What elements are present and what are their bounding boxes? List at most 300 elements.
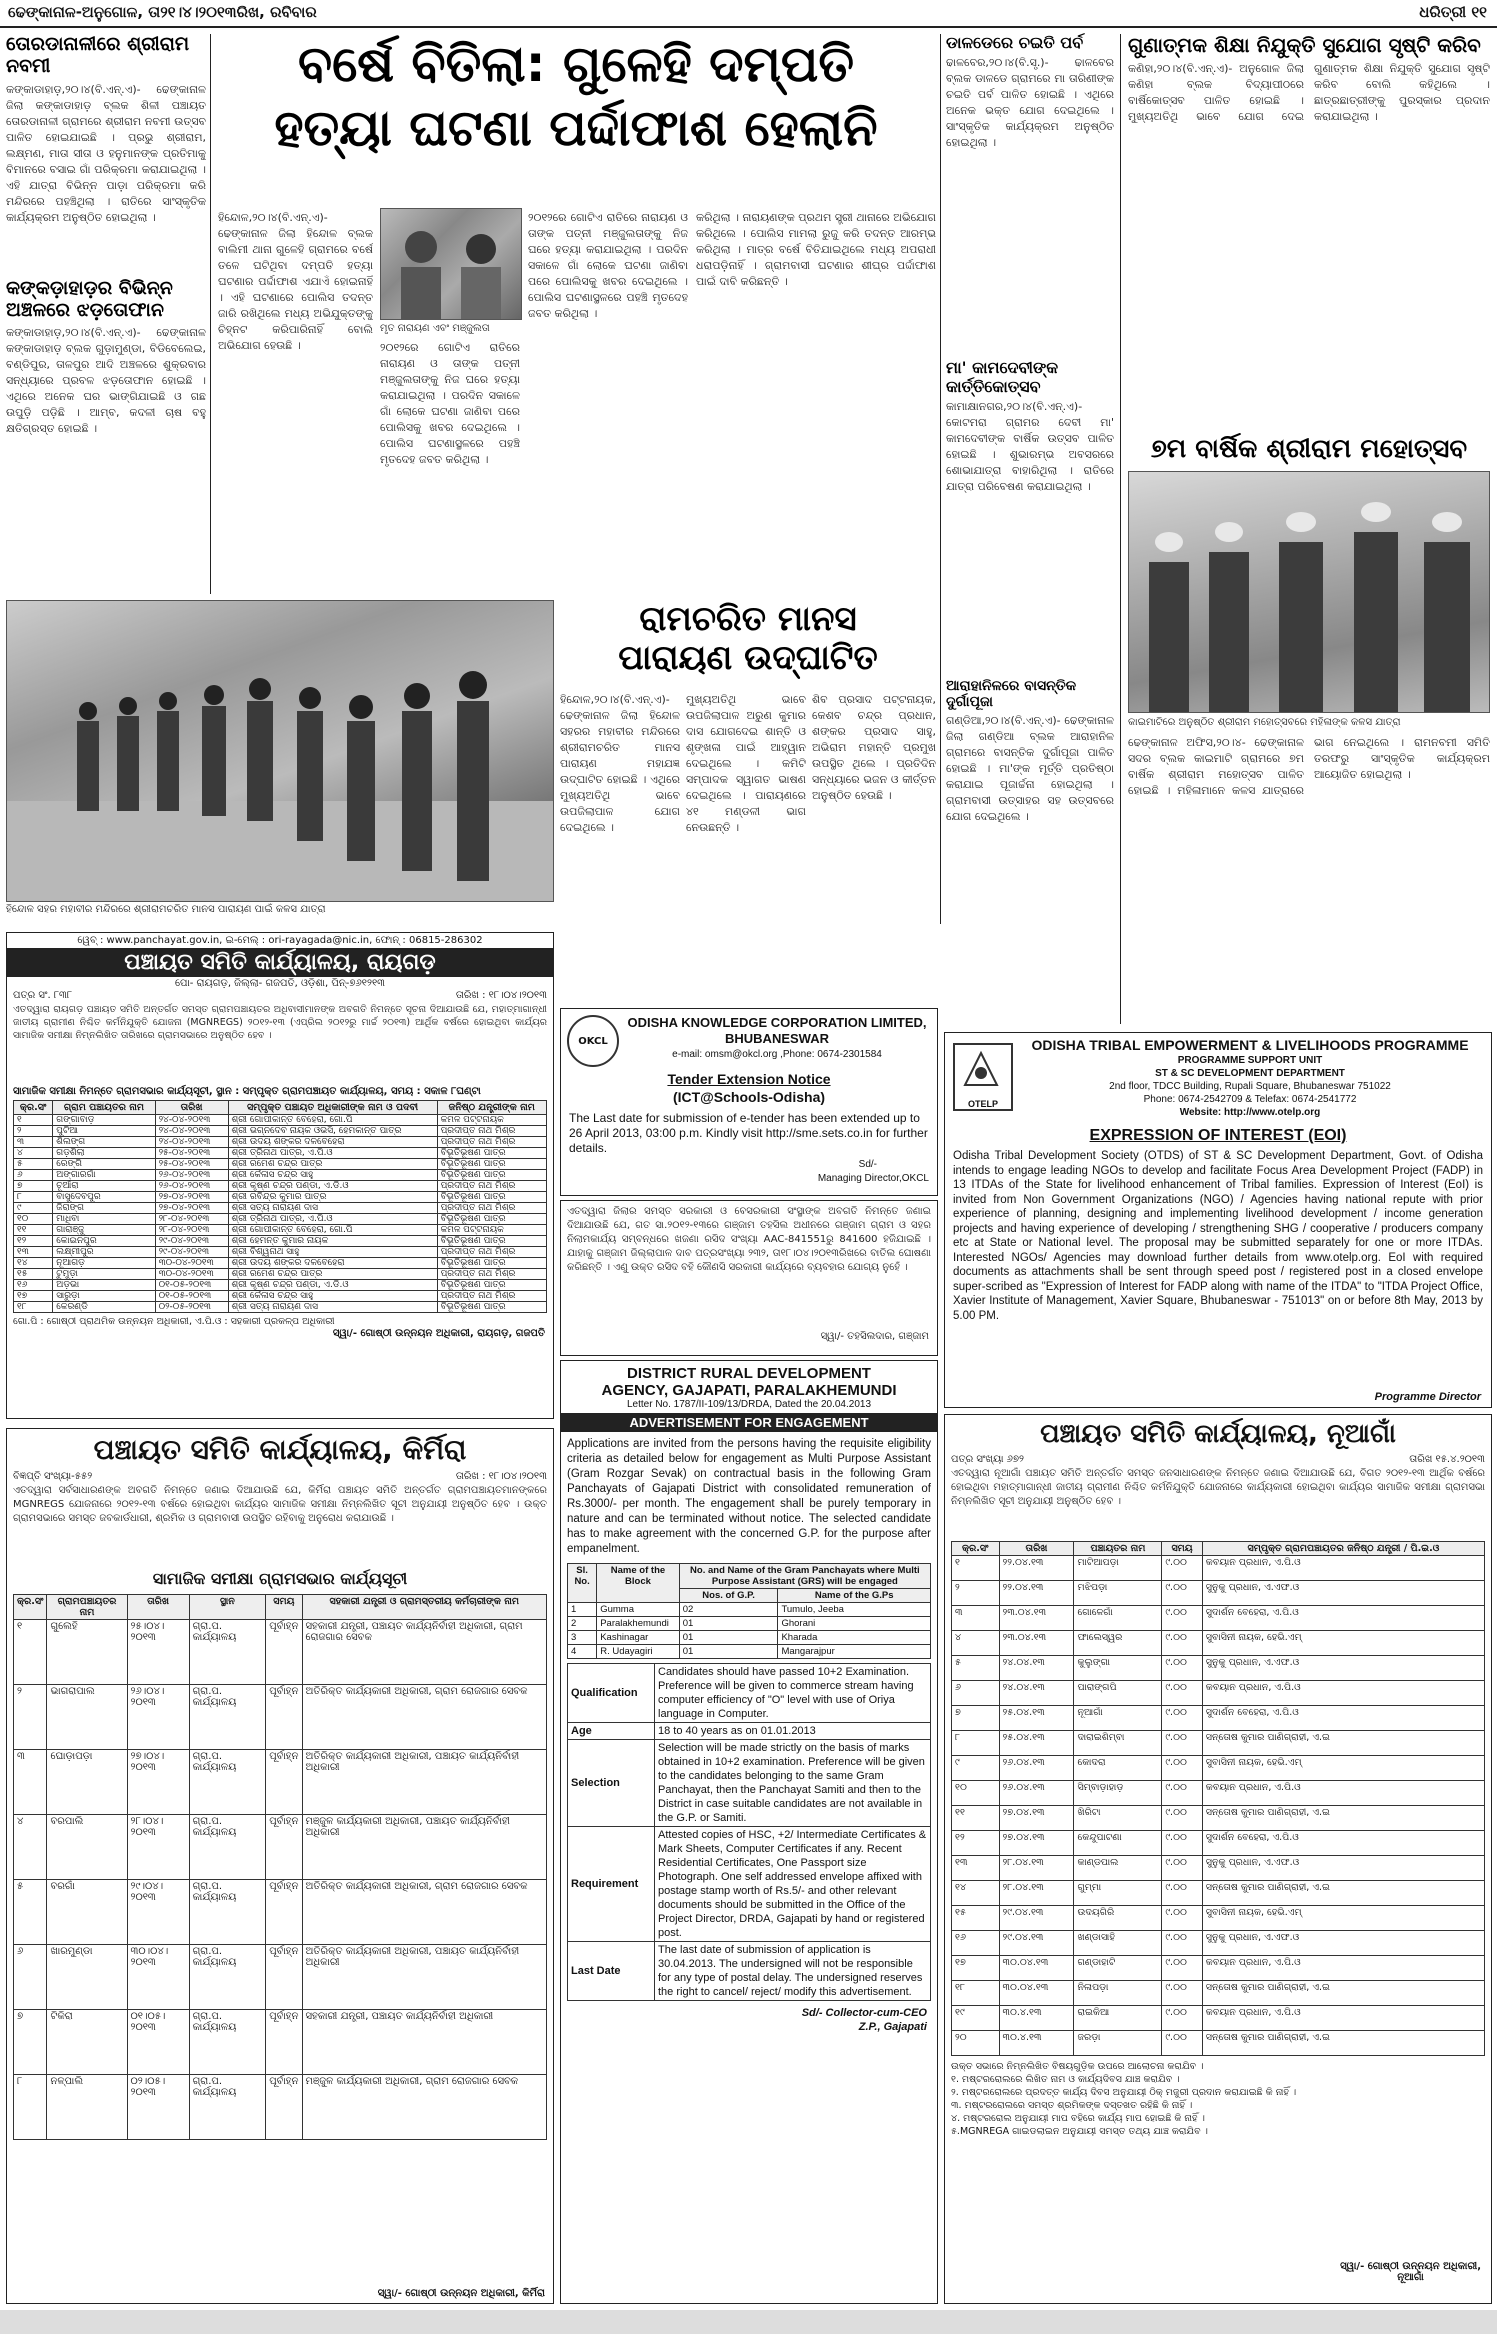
rayagada-cell: ୪ <box>14 1148 53 1159</box>
nuagaon-cell: ୯.୦୦ <box>1162 1906 1202 1931</box>
kerimira-cell: ୨ <box>14 1685 47 1750</box>
rayagada-cell: ଶ୍ରୀ ଉଦୟ ଶଙ୍କର ଦଳବେହେରା <box>228 1258 437 1269</box>
col1-story-1: କଙ୍କାଡାହାଡ଼,୨୦।୪(ବି.ଏନ୍.ଏ)- ଢେଙ୍କାନାଳ ଜିଲା କଙ୍କାଡାହାଡ଼ ବ୍ଲକ ଶିଳୀ ପଞ୍ଚାୟତ ତୋରଡାନାଳୀ ଗ୍ରାମରେ ଶ୍ରୀରାମ ନବମୀ ଉତ୍ସବ ପାଳିତ ହୋଇଯାଇଛି । ପ୍ରଭୁ ଶ୍ରୀରାମ, ଲକ୍ଷ୍ମଣ, ମାତା ସୀତା ଓ ହନୁମାନଙ୍କ ପ୍ରତିମାକୁ ବିମାନରେ ବସାଇ ଗାଁ ପରିକ୍ରମା କରାଯାଇଥିଲା । ଏହି ଯାତ୍ରା ବିଭିନ୍ନ ପାଡ଼ା ପରିକ୍ରମା କରି ମନ୍ଦିରରେ ପହଞ୍ଚିଥିଲା । ରାତିରେ ସାଂସ୍କୃତିକ କାର୍ଯ୍ୟକ୍ରମ ଅନୁଷ୍ଠିତ ହୋଇଥିଲା । <box>6 82 206 224</box>
nuagaon-note-item: ୨. ମଷ୍ଟରରୋଲରେ ପ୍ରଦତ୍ତ କାର୍ଯ୍ୟ ଦିବସ ଅନୁଯାୟୀ ଠିକ୍ ମଜୁରୀ ପ୍ରଦାନ କରାଯାଇଛି କି ନାହିଁ । <box>951 2087 1297 2098</box>
rayagada-cell: ଅଡ଼ଭା <box>53 1280 155 1291</box>
nuagaon-row <box>952 1806 1485 1831</box>
rayagada-row <box>14 1236 547 1247</box>
nuagaon-cell: ୪ <box>952 1631 1000 1656</box>
rayagada-cell: ଶ୍ରୀ ଉଦୟ ଶଙ୍କର ଦଳବେହେରା <box>228 1137 437 1148</box>
rayagada-cell: ବିଭୂତିଭୂଷଣ ପାତ୍ର <box>437 1159 546 1170</box>
rayagada-cell: କମଳ ପଟ୍ଟନାୟକ <box>437 1225 546 1236</box>
nuagaon-cell: ୨୫.୦୪.୧୩ <box>999 1731 1074 1756</box>
nuagaon-note-item: ୧. ମଷ୍ଟରରୋଲରେ ଲିଖିତ ନାମ ଓ କାର୍ଯ୍ୟଦିବସ ଯାଞ୍ଚ କରାଯିବ । <box>951 2074 1180 2085</box>
drda-criteria-row <box>568 1942 931 2001</box>
nuagaon-row <box>952 1981 1485 2006</box>
rayagada-row <box>14 1126 547 1137</box>
nuagaon-cell: ୯.୦୦ <box>1162 2006 1202 2031</box>
nuagaon-note-item: ଉକ୍ତ ସଭାରେ ନିମ୍ନଲିଖିତ ବିଷୟଗୁଡ଼ିକ ଉପରେ ଆଲୋଚନା କରାଯିବ । <box>951 2061 1204 2072</box>
nuagaon-cell: ସନ୍ତୋଷ କୁମାର ପାଣିଗ୍ରାହୀ, ଏ.ଇ <box>1202 1981 1484 2006</box>
nuagaon-cell: ୧୩ <box>952 1856 1000 1881</box>
nuagaon-cell: ୩୦.୪.୧୩ <box>999 2031 1074 2056</box>
ram-mahotsav-photo-icon <box>1129 472 1491 712</box>
kerimira-header-2: ତାରିଖ <box>127 1595 189 1620</box>
rayagada-row <box>14 1137 547 1148</box>
kerimira-row <box>14 2075 547 2140</box>
col1-headline-2: କଙ୍କଡ଼ାହାଡ଼ର ବିଭିନ୍ନ ଅଞ୍ଚଳରେ ଝଡ଼ତୋଫାନ <box>6 276 173 321</box>
ad-otelp-body: Odisha Tribal Development Society (OTDS) of ST & SC Development Department, Govt. of Odisha intends to engage leading NGOs to develop and facilitate Focus Area Development Project (FADP) in 13 ITDAs of the State for livelihood enhancement of Tribal families. Expression of Interest (EoI) is invited from Non Government Organizations (NGO) / Agencies having national repute with prior experience of planning, designing and implementing livelihood development / income generation projects and having experience of developing / strengthening SHG / cooperative / producers company etc at State or National level. The proposal may be submitted separately for one or more ITDAs. Interested NGOs/ Agencies may download further details from www.otelp.org. EoI with required documents as attachments shall be sent through speed post / registered post in a closed envelope super-scribed as "Expression of Interest for FADP along with name of the ITDA" to "ITDA Project Office, Xavier Institute of Management, Xavier Square, Bhubaneswar - 751013" on or before 8th May, 2013 by 5.00 PM. <box>953 1150 1483 1322</box>
rayagada-cell: ୨୬-୦୪-୨୦୧୩ <box>155 1181 228 1192</box>
ad-nuagaon-notes <box>945 2058 1491 2140</box>
couple-photo <box>380 208 522 320</box>
rayagada-cell: ବିଭୂତିଭୂଷଣ ପାତ୍ର <box>437 1192 546 1203</box>
nuagaon-cell: ସୁନୁକୁ ପ୍ରଧାନ, ଏ.ଏଫ.ଓ <box>1202 1856 1484 1881</box>
nuagaon-cell: ୨୯.୦୪.୧୩ <box>999 1931 1074 1956</box>
rayagada-row <box>14 1225 547 1236</box>
rayagada-cell: ୨୮-୦୪-୨୦୧୩ <box>155 1225 228 1236</box>
rayagada-cell: ୧୬ <box>14 1280 53 1291</box>
nuagaon-cell: ମଝିପଡ଼ା <box>1074 1581 1162 1606</box>
nuagaon-cell: ୯.୦୦ <box>1162 1806 1202 1831</box>
couple-photo-icon <box>381 209 521 319</box>
nuagaon-cell: ୨୪.୦୪.୧୩ <box>999 1656 1074 1681</box>
drda-gp-cell: 02 <box>679 1603 778 1617</box>
ad-ganjam-sign: ସ୍ୱା/- ତହସିଲଦାର, ଗଞ୍ଜାମ <box>820 1331 929 1342</box>
ad-okcl <box>560 1008 938 1196</box>
ad-kerimira-body: ଏତଦ୍ୱାରା ସର୍ବସାଧାରଣଙ୍କ ଅବଗତି ନିମନ୍ତେ ଜଣାଇ ଦିଆଯାଉଛି ଯେ, କିର୍ମିରା ପଞ୍ଚାୟତ ସମିତି ଅନ୍ତର୍ଗତ ଗ୍ରାମପଞ୍ଚାୟତମାନଙ୍କରେ MGNREGS ଯୋଜନାରେ ୨୦୧୨-୧୩ ବର୍ଷରେ ହୋଇଥିବା କାର୍ଯ୍ୟର ସାମାଜିକ ସମୀକ୍ଷା ନିମ୍ନଲିଖିତ ସୂଚୀ ଅନୁଯାୟୀ ଅନୁଷ୍ଠିତ ହେବ । ଉକ୍ତ ଗ୍ରାମସଭାରେ ସମସ୍ତ ଜବକାର୍ଡଧାରୀ, ଶ୍ରମିକ ଓ ଗ୍ରାମବାସୀ ଉପସ୍ଥିତ ରହିବାକୁ ଅନୁରୋଧ କରାଯାଉଛି । <box>13 1485 547 1524</box>
rayagada-cell: ୩ <box>14 1137 53 1148</box>
nuagaon-cell: ୨୬.୦୪.୧୩ <box>999 1781 1074 1806</box>
nuagaon-cell: କବୟାନ ପ୍ରଧାନ, ଏ.ପି.ଓ <box>1202 1956 1484 1981</box>
kerimira-cell: ଟିକିରା <box>47 2010 127 2075</box>
rayagada-cell: ଶ୍ରୀ ରମେଶ ଚନ୍ଦ୍ର ପାତ୍ର <box>228 1269 437 1280</box>
rayagada-row <box>14 1115 547 1126</box>
nuagaon-row <box>952 1606 1485 1631</box>
nuagaon-cell: ୨୯.୦୪.୧୩ <box>999 1906 1074 1931</box>
nuagaon-cell: ୩୦.୪.୧୩ <box>999 2006 1074 2031</box>
rayagada-cell: ବିଭୂତିଭୂଷଣ ପାତ୍ର <box>437 1258 546 1269</box>
ad-drda-banner: ADVERTISEMENT FOR ENGAGEMENT <box>561 1413 937 1432</box>
drda-criteria-text: The last date of submission of application is 30.04.2013. The undersigned will not be responsible for any type of postal delay. The undersigned reserves the right to cancel/ reject/ modify this advertisement. <box>655 1942 931 2001</box>
kerimira-cell: ଗ୍ରା.ପ. କାର୍ଯ୍ୟାଳୟ <box>189 1945 266 2010</box>
nuagaon-cell: ୧୬ <box>952 1931 1000 1956</box>
nuagaon-cell: ସୁଦାର୍ଶନ ବେହେରା, ଏ.ପି.ଓ <box>1202 1831 1484 1856</box>
nuagaon-cell: ୨ <box>952 1581 1000 1606</box>
nuagaon-row <box>952 2031 1485 2056</box>
rayagada-cell: ୭ <box>14 1181 53 1192</box>
rayagada-row <box>14 1302 547 1313</box>
rayagada-cell: ଟୁମୁଡ଼ା <box>53 1269 155 1280</box>
nuagaon-cell: ନିଳାପଡ଼ା <box>1074 1981 1162 2006</box>
drda-criteria-label: Age <box>568 1723 655 1740</box>
nuagaon-cell: ଗୋଳେଗାଁ <box>1074 1606 1162 1631</box>
col3-headline-2: ମା' କାମଦେବୀଙ୍କ କାର୍ତ୍ତିକୋତ୍ସବ <box>946 358 1059 396</box>
rayagada-row <box>14 1203 547 1214</box>
drda-criteria-label: Last Date <box>568 1942 655 2001</box>
col1-headline-1: ତୋରଡାନାଳୀରେ ଶ୍ରୀରାମ ନବମୀ <box>6 33 190 77</box>
ad-nuagaon-sign-1: ସ୍ୱା/- ଗୋଷ୍ଠୀ ଉନ୍ନୟନ ଅଧିକାରୀ, <box>1340 2261 1481 2272</box>
drda-gp-cell: 3 <box>568 1631 597 1645</box>
nuagaon-cell: ୯.୦୦ <box>1162 1881 1202 1906</box>
ramcharit-text-3: ଶିବ ପ୍ରସାଦ ପଟ୍ଟନାୟକ, କେଶବ ଚନ୍ଦ୍ର ପ୍ରଧାନ, ଶଙ୍କର ପ୍ରସାଦ ସାହୁ, ଅଭିରାମ ମହାନ୍ତି ପ୍ରମୁଖ ଉପସ୍ଥିତ ଥିଲେ । ପ୍ରତିଦିନ ସନ୍ଧ୍ୟାରେ ଭଜନ ଓ କୀର୍ତ୍ତନ ଅନୁଷ୍ଠିତ ହେଉଛି । <box>812 693 936 802</box>
nuagaon-row <box>952 1881 1485 1906</box>
rayagada-cell: କେରଣ୍ଡି <box>53 1302 155 1313</box>
nuagaon-cell: ୧୨ <box>952 1831 1000 1856</box>
rayagada-cell: ଶ୍ରୀ ବିଶ୍ୱନାଥ ସାହୁ <box>228 1247 437 1258</box>
nuagaon-row <box>952 1781 1485 1806</box>
kerimira-cell: ୨୫।୦୪।୨୦୧୩ <box>127 1620 189 1685</box>
ad-rayagada-letter-no: ପତ୍ର ସଂ. ୮୩୮ <box>13 990 73 1001</box>
rayagada-cell: ଅଙ୍ଗାରଗାଁ <box>53 1170 155 1181</box>
ad-rayagada-title: ପଞ୍ଚାୟତ ସମିତି କାର୍ଯ୍ୟାଳୟ, ରାୟଗଡ଼ <box>7 948 553 977</box>
rayagada-cell: ୨୪-୦୪-୨୦୧୩ <box>155 1137 228 1148</box>
ad-ganjam-body: ଏତଦ୍ୱାରା ଜିଲାର ସମସ୍ତ ସରକାରୀ ଓ ବେସରକାରୀ ସଂସ୍ଥାଙ୍କ ଅବଗତି ନିମନ୍ତେ ଜଣାଇ ଦିଆଯାଉଛି ଯେ, ଗତ ସା.୨୦୧୨-୧୩ରେ ଗଞ୍ଜାମ ତହସିଲ ଅଧୀନରେ ଗଞ୍ଜାମ ଗ୍ରାମ ଓ ସହର ନିଲାମକାର୍ଯ୍ୟ ସମ୍ବନ୍ଧରେ ଖଜଣା ରସିଦ ସଂଖ୍ୟା AAC-841551ରୁ 841600 ହଜିଯାଇଛି । ଯାହାକୁ ଗଞ୍ଜାମ ଜିଲ୍ଲାପାଳ ଦାବ ପତ୍ରସଂଖ୍ୟା ୨୩୨, ତା୧୮।୦୪।୨୦୧୩ରିଖରେ ବାତିଲ ଘୋଷଣା କରିଛନ୍ତି । ଏଣୁ ଉକ୍ତ ରସିଦ ବହି କୌଣସି ସରକାରୀ କାର୍ଯ୍ୟରେ ବ୍ୟବହାର ଯୋଗ୍ୟ ନୁହେଁ । <box>567 1206 931 1273</box>
rayagada-cell: ୨୫-୦୪-୨୦୧୩ <box>155 1159 228 1170</box>
col3-headline-1: ଡାଳଡେରେ ଚଇତି ପର୍ବ <box>946 33 1084 52</box>
ad-drda-body: Applications are invited from the persons having the requisite eligibility criteria as detailed below for engagement as Multi Purpose Assistant (Gram Rozgar Sevak) on contractual basis in the following Gram Panchayats of Gajapati District with consolidated remuneration of Rs.3000/- per month. The engagement shall be purely temporary in nature and can be terminated without notice. The selected candidate has to make agreement with the concerned G.P. for the purpose after empanelment. <box>567 1438 931 1555</box>
ad-drda-criteria-table <box>567 1663 931 2001</box>
nuagaon-cell: କୁଲୁଙ୍ଗା <box>1074 1656 1162 1681</box>
kerimira-cell: ବରଗାଁ <box>47 1880 127 1945</box>
rayagada-cell: ୧୧ <box>14 1225 53 1236</box>
nuagaon-cell: ୯.୦୦ <box>1162 1656 1202 1681</box>
nuagaon-cell: ୬ <box>952 1681 1000 1706</box>
ad-rayagada-date: ତାରିଖ : ୧୮।୦୪।୨୦୧୩ <box>455 990 547 1001</box>
nuagaon-cell: ୯.୦୦ <box>1162 1956 1202 1981</box>
rayagada-cell: କୋଇନପୁର <box>53 1236 155 1247</box>
drda-gp-row <box>568 1617 931 1631</box>
nuagaon-cell: ୧୭ <box>952 1956 1000 1981</box>
rayagada-cell: ଶ୍ରୀ ହେମନ୍ତ କୁମାର ନାୟକ <box>228 1236 437 1247</box>
nuagaon-cell: ସୁବାସିନୀ ନାୟକ, ହେଭି.ଏମ୍ <box>1202 1906 1484 1931</box>
ad-kerimira-title: ପଞ୍ଚାୟତ ସମିତି କାର୍ଯ୍ୟାଳୟ, କିର୍ମିରା <box>93 1433 467 1466</box>
drda-criteria-label: Selection <box>568 1740 655 1827</box>
nuagaon-cell: କବୟାନ ପ୍ରଧାନ, ଏ.ପି.ଓ <box>1202 1556 1484 1581</box>
nuagaon-cell: ସୁନୁକୁ ପ୍ରଧାନ, ଏ.ଏଫ.ଓ <box>1202 1656 1484 1681</box>
nuagaon-cell: ସୁନୁକୁ ପ୍ରଧାନ, ଏ.ଏଫ.ଓ <box>1202 1581 1484 1606</box>
col4-headline-1: ଗୁଣାତ୍ମକ ଶିକ୍ଷା ନିଯୁକ୍ତି ସୁଯୋଗ ସୃଷ୍ଟି କରିବ <box>1128 33 1481 57</box>
ad-rayagada-table <box>13 1100 547 1313</box>
rayagada-cell: ରେଙ୍ଗି <box>53 1159 155 1170</box>
main-story-part-3: ୨୦୧୨ରେ ଗୋଟିଏ ରାତିରେ ନାରାୟଣ ଓ ତାଙ୍କ ପତ୍ନୀ ମଞ୍ଜୁଲତାଙ୍କୁ ନିଜ ଘରେ ହତ୍ୟା କରାଯାଇଥିଲା । ପରଦିନ ସକାଳେ ଗାଁ ଲୋକେ ଘଟଣା ଜାଣିବା ପରେ ପୋଲିସକୁ ଖବର ଦେଇଥିଲେ । ପୋଲିସ ଘଟଣାସ୍ଥଳରେ ପହଞ୍ଚି ମୃତଦେହ ଜବତ କରିଥିଲା । <box>528 211 688 320</box>
nuagaon-cell: ୮ <box>952 1731 1000 1756</box>
main-headline-block <box>216 36 936 196</box>
nuagaon-cell: ଫାଲେସ୍ୱର <box>1074 1631 1162 1656</box>
rayagada-row <box>14 1159 547 1170</box>
kerimira-row <box>14 1945 547 2010</box>
nuagaon-row <box>952 1681 1485 1706</box>
ad-otelp-title: ODISHA TRIBAL EMPOWERMENT & LIVELIHOODS PROGRAMME <box>1031 1037 1469 1053</box>
col3-story-3: ଗଣ୍ଡିଆ,୨୦।୪(ବି.ଏନ୍.ଏ)- ଢେଙ୍କାନାଳ ଜିଲା ଗଣ୍ଡିଆ ବ୍ଲକ ଆରାହାନିଳ ଗ୍ରାମରେ ବାସନ୍ତିକ ଦୁର୍ଗାପୂଜା ପାଳିତ ହୋଇଛି । ମା'ଙ୍କ ମୂର୍ତ୍ତି ପ୍ରତିଷ୍ଠା କରାଯାଇ ପୂଜାର୍ଚ୍ଚନା ହୋଇଥିଲା । ଗ୍ରାମବାସୀ ଉତ୍ସାହର ସହ ଉତ୍ସବରେ ଯୋଗ ଦେଇଥିଲେ । <box>946 714 1114 824</box>
nuagaon-header-4: ସମ୍ପୃକ୍ତ ଗ୍ରାମପଞ୍ଚାୟତର ଜନିଷ୍ଠ ଯନ୍ତ୍ରୀ / ପି.ଇ.ଓ <box>1202 1542 1484 1556</box>
nuagaon-cell: ସିମ୍ବାଡ଼ାହାଡ଼ <box>1074 1781 1162 1806</box>
rayagada-cell: ଶ୍ରୀ କୈଳାସ ଚନ୍ଦ୍ର ସାହୁ <box>228 1170 437 1181</box>
nuagaon-cell: କବୟାନ ପ୍ରଧାନ, ଏ.ପି.ଓ <box>1202 1681 1484 1706</box>
ad-nuagaon-letter-no: ପତ୍ର ସଂଖ୍ୟା ୬୭୨ <box>951 1454 1025 1465</box>
drda-criteria-label: Requirement <box>568 1827 655 1942</box>
nuagaon-row <box>952 1631 1485 1656</box>
ad-nuagaon-sign-2: ନୂଆଗାଁ <box>1397 2272 1424 2283</box>
rayagada-cell: ୨୪-୦୪-୨୦୧୩ <box>155 1115 228 1126</box>
rayagada-cell: ଶ୍ରୀ ତ୍ରିନାଥ ପାତ୍ର, ଏ.ପି.ଓ <box>228 1214 437 1225</box>
drda-criteria-text: Candidates should have passed 10+2 Examination. Preference will be given to commerce stream having computer efficiency of "O" level with use of Oriya language in Computer. <box>655 1664 931 1723</box>
kerimira-header-4: ସମୟ <box>266 1595 302 1620</box>
header-page-number: ଧରିତ୍ରୀ ୧୧ <box>1419 3 1487 21</box>
col3-story-2: କାମାକ୍ଷାନଗର,୨୦।୪(ବି.ଏନ୍.ଏ)- କୋଟମରା ଗ୍ରାମର ଦେବୀ ମା' କାମଦେବୀଙ୍କ ବାର୍ଷିକ ଉତ୍ସବ ପାଳିତ ହୋଇଛି । ଶୁଭାରମ୍ଭ ଅବସରରେ ଶୋଭାଯାତ୍ରା ବାହାରିଥିଲା । ରାତିରେ ଯାତ୍ରା ପରିବେଷଣ କରାଯାଇଥିଲା । <box>946 400 1114 494</box>
nuagaon-cell: କୋଦରା <box>1074 1756 1162 1781</box>
ad-drda-title-1: DISTRICT RURAL DEVELOPMENT <box>627 1365 871 1382</box>
drda-gp-cell: 01 <box>679 1645 778 1659</box>
nuagaon-cell: ୩୦.୦୪.୧୩ <box>999 1981 1074 2006</box>
drda-gp-row <box>568 1631 931 1645</box>
rayagada-cell: ଶିଲଙ୍ଗ <box>53 1137 155 1148</box>
nuagaon-cell: ଉଦୟଗିରି <box>1074 1906 1162 1931</box>
nuagaon-cell: ୧ <box>952 1556 1000 1581</box>
rayagada-cell: ୧୪ <box>14 1258 53 1269</box>
nuagaon-cell: ୨୦ <box>952 2031 1000 2056</box>
rayagada-cell: ୦୨-୦୫-୨୦୧୩ <box>155 1302 228 1313</box>
rayagada-row <box>14 1148 547 1159</box>
nuagaon-cell: ୨୮.୦୪.୧୩ <box>999 1881 1074 1906</box>
kerimira-row <box>14 1620 547 1685</box>
ad-otelp-website: Website: http://www.otelp.org <box>1179 1107 1321 1118</box>
procession-photo-caption: ହିନ୍ଦୋଳ ସହର ମହାବୀର ମନ୍ଦିରରେ ଶ୍ରୀରାମଚରିତ ମାନସ ପାରାୟଣ ପାଇଁ କଳସ ଯାତ୍ରା <box>6 904 326 915</box>
rayagada-cell: ୦୧-୦୫-୨୦୧୩ <box>155 1280 228 1291</box>
rayagada-cell: ୨୫-୦୪-୨୦୧୩ <box>155 1148 228 1159</box>
okcl-logo: OKCL <box>567 1015 619 1067</box>
kerimira-cell: ସହକାରୀ ଯନ୍ତ୍ରୀ, ପଞ୍ଚାୟତ କାର୍ଯ୍ୟନିର୍ବାହୀ ଅଧିକାରୀ <box>302 2010 547 2075</box>
rayagada-row <box>14 1170 547 1181</box>
column-1 <box>6 34 206 594</box>
rayagada-cell: କମଳ ପଟ୍ଟନାୟକ <box>437 1115 546 1126</box>
nuagaon-cell: ୯.୦୦ <box>1162 1831 1202 1856</box>
nuagaon-cell: ସୁବାସିନୀ ନାୟକ, ହେଭି.ଏମ୍ <box>1202 1631 1484 1656</box>
nuagaon-cell: କବୟାନ ପ୍ରଧାନ, ଏ.ପି.ଓ <box>1202 2006 1484 2031</box>
drda-criteria-row <box>568 1740 931 1827</box>
nuagaon-cell: କେନ୍ଦୁପାଟଣା <box>1074 1831 1162 1856</box>
kerimira-cell: ୮ <box>14 2075 47 2140</box>
drda-gp-cell: 2 <box>568 1617 597 1631</box>
nuagaon-cell: ସୁବାସିନୀ ନାୟକ, ହେଭି.ଏମ୍ <box>1202 1756 1484 1781</box>
kerimira-header-1: ଗ୍ରାମପଞ୍ଚାୟତର ନାମ <box>47 1595 127 1620</box>
nuagaon-cell: ଜରଡ଼ା <box>1074 2031 1162 2056</box>
kerimira-cell: ଗ୍ରା.ପ. କାର୍ଯ୍ୟାଳୟ <box>189 1685 266 1750</box>
kerimira-cell: ୨୯।୦୪।୨୦୧୩ <box>127 1880 189 1945</box>
ad-kerimira-table <box>13 1594 547 2140</box>
nuagaon-cell: ୧୧ <box>952 1806 1000 1831</box>
header-dateline: ଢେଙ୍କାନାଳ-ଅନୁଗୋଳ, ତା୨୧।୪।୨୦୧୩ରିଖ, ରବିବାର <box>8 3 317 21</box>
rayagada-cell: ପୁଟିଆ <box>53 1126 155 1137</box>
nuagaon-header-0: କ୍ର.ସଂ <box>952 1542 1000 1556</box>
drda-gp-row <box>568 1603 931 1617</box>
rayagada-cell: ଜିରାଙ୍ଗ <box>53 1203 155 1214</box>
rayagada-cell: ୨ <box>14 1126 53 1137</box>
kerimira-cell: ମଞ୍ଜୁଳ କାର୍ଯ୍ୟକାରୀ ଅଧିକାରୀ, ଗ୍ରାମ ରୋଜଗାର ସେବକ <box>302 2075 547 2140</box>
otelp-logo-icon <box>961 1049 1001 1089</box>
ad-kerimira-table-title: ସାମାଜିକ ସମୀକ୍ଷା ଗ୍ରାମସଭାର କାର୍ଯ୍ୟସୂଚୀ <box>152 1569 408 1588</box>
drda-criteria-label: Qualification <box>568 1664 655 1723</box>
kerimira-cell: ୬ <box>14 1945 47 2010</box>
rayagada-cell: ୧୫ <box>14 1269 53 1280</box>
ad-nuagaon-date: ତାରିଖ ୧୫.୪.୨୦୧୩ <box>1409 1454 1485 1465</box>
page-footer-strip <box>0 2310 1497 2334</box>
ad-drda-sign-2: Z.P., Gajapati <box>858 2021 927 2033</box>
nuagaon-cell: ୨୬.୦୪.୧୩ <box>999 1756 1074 1781</box>
procession-photo <box>6 600 554 902</box>
rayagada-cell: ଶ୍ରୀ ତ୍ରିନାଥ ପାତ୍ର, ଏ.ପି.ଓ <box>228 1148 437 1159</box>
nuagaon-cell: କବୟାନ ପ୍ରଧାନ, ଏ.ପି.ଓ <box>1202 1781 1484 1806</box>
nuagaon-cell: ୯.୦୦ <box>1162 1981 1202 2006</box>
nuagaon-cell: ୨୮.୦୪.୧୩ <box>999 1856 1074 1881</box>
kerimira-cell: ୨୮।୦୪।୨୦୧୩ <box>127 1815 189 1880</box>
rayagada-cell: ୦୧-୦୫-୨୦୧୩ <box>155 1291 228 1302</box>
ad-rayagada-address: ପୋ- ରାୟଗଡ଼, ଜିଲ୍ଲା- ଗଜପତି, ଓଡ଼ିଶା, ପିନ୍-୭୬୧୨୧୩ <box>174 978 386 989</box>
drda-criteria-row <box>568 1827 931 1942</box>
rayagada-cell: ବିଭୂତିଭୂଷଣ ପାତ୍ର <box>437 1214 546 1225</box>
rayagada-cell: ୩୦-୦୪-୨୦୧୩ <box>155 1258 228 1269</box>
rayagada-cell: ଶ୍ରୀ କୃଷ୍ଣ ଚନ୍ଦ୍ର ପଣ୍ଡା, ଏ.ଡି.ଓ <box>228 1280 437 1291</box>
drda-gp-cell: Ghorani <box>778 1617 931 1631</box>
rayagada-cell: ପ୍ରଦୀପ୍ତ ନାଥ ମିଶ୍ର <box>437 1291 546 1302</box>
nuagaon-cell: ୯.୦୦ <box>1162 1606 1202 1631</box>
kerimira-row <box>14 1815 547 1880</box>
kerimira-row <box>14 2010 547 2075</box>
nuagaon-cell: ୩୦.୦୪.୧୩ <box>999 1956 1074 1981</box>
nuagaon-cell: ୨୪.୦୪.୧୩ <box>999 1681 1074 1706</box>
main-headline-line-2: ହତ୍ୟା ଘଟଣା ପର୍ଦ୍ଦାଫାଶ ହେଲାନି <box>274 98 878 157</box>
nuagaon-cell: ୨୭.୦୪.୧୩ <box>999 1831 1074 1856</box>
kerimira-cell: ଗ୍ରା.ପ. କାର୍ଯ୍ୟାଳୟ <box>189 1620 266 1685</box>
rayagada-cell: ୨୯-୦୪-୨୦୧୩ <box>155 1247 228 1258</box>
rayagada-cell: ଶ୍ରୀ ଭଗ୍ନଦେବ ନାୟକ ଓଭସି, ହେମକାନ୍ତ ପାତ୍ର <box>228 1126 437 1137</box>
nuagaon-row <box>952 1906 1485 1931</box>
kerimira-cell: ଭାଗରାପାଲ <box>47 1685 127 1750</box>
rayagada-cell: ଶ୍ରୀ ରବିନ୍ଦ୍ର କୁମାର ପାତ୍ର <box>228 1192 437 1203</box>
nuagaon-cell: ୯.୦୦ <box>1162 1631 1202 1656</box>
nuagaon-row <box>952 1956 1485 1981</box>
rayagada-header-0: କ୍ର.ସଂ <box>14 1101 53 1115</box>
nuagaon-cell: ସନ୍ତୋଷ କୁମାର ପାଣିଗ୍ରାହୀ, ଏ.ଇ <box>1202 1806 1484 1831</box>
nuagaon-cell: ସୁନୁକୁ ପ୍ରଧାନ, ଏ.ଏଫ.ଓ <box>1202 1931 1484 1956</box>
rayagada-row <box>14 1181 547 1192</box>
kerimira-cell: ଗ୍ରା.ପ. କାର୍ଯ୍ୟାଳୟ <box>189 2010 266 2075</box>
nuagaon-header-3: ସମୟ <box>1162 1542 1202 1556</box>
kerimira-cell: ୨୭।୦୪।୨୦୧୩ <box>127 1750 189 1815</box>
kerimira-cell: ପୂର୍ବାହ୍ନ <box>266 2075 302 2140</box>
kerimira-cell: ୪ <box>14 1815 47 1880</box>
kerimira-cell: ପୂର୍ବାହ୍ନ <box>266 1685 302 1750</box>
nuagaon-cell: ସୁଦାର୍ଶନ ବେହେରା, ଏ.ପି.ଓ <box>1202 1706 1484 1731</box>
rayagada-cell: ୧୮ <box>14 1302 53 1313</box>
rayagada-cell: ଶ୍ରୀ କୃଷ୍ଣ ଚନ୍ଦ୍ର ପଣ୍ଡା, ଏ.ଡି.ଓ <box>228 1181 437 1192</box>
nuagaon-row <box>952 1556 1485 1581</box>
kerimira-cell: ପୂର୍ବାହ୍ନ <box>266 1750 302 1815</box>
nuagaon-row <box>952 1756 1485 1781</box>
kerimira-cell: ଅତିରିକ୍ତ କାର୍ଯ୍ୟକାରୀ ଅଧିକାରୀ, ପଞ୍ଚାୟତ କାର୍ଯ୍ୟନିର୍ବାହୀ ଅଧିକାରୀ <box>302 1750 547 1815</box>
kerimira-cell: ୩ <box>14 1750 47 1815</box>
drda-gp-cell: Mangarajpur <box>778 1645 931 1659</box>
col4-story-1: କଣିହା,୨୦।୪(ବି.ଏନ୍.ଏ)- ଅନୁଗୋଳ ଜିଲା କଣିହା ବ୍ଲକ ବିଦ୍ୟାପୀଠରେ ବାର୍ଷିକୋତ୍ସବ ପାଳିତ ହୋଇଛି । ମୁଖ୍ୟଅତିଥି ଭାବେ ଯୋଗ ଦେଇ ଗୁଣାତ୍ମକ ଶିକ୍ଷା ନିଯୁକ୍ତି ସୁଯୋଗ ସୃଷ୍ଟି କରିବ ବୋଲି କହିଥିଲେ । ଛାତ୍ରଛାତ୍ରୀଙ୍କୁ ପୁରସ୍କାର ପ୍ରଦାନ କରାଯାଇଥିଲା । <box>1128 62 1490 123</box>
kerimira-cell: ପୂର୍ବାହ୍ନ <box>266 1880 302 1945</box>
rayagada-cell: ବାସୁଦେବପୁର <box>53 1192 155 1203</box>
nuagaon-cell: ସନ୍ତୋଷ କୁମାର ପାଣିଗ୍ରାହୀ, ଏ.ଇ <box>1202 1731 1484 1756</box>
rayagada-row <box>14 1192 547 1203</box>
rayagada-cell: ବିଭୂତିଭୂଷଣ ପାତ୍ର <box>437 1280 546 1291</box>
rayagada-cell: ୨୪-୦୪-୨୦୧୩ <box>155 1126 228 1137</box>
rayagada-cell: ମାଧିବା <box>53 1214 155 1225</box>
nuagaon-cell: ପାରାଙ୍ଗପି <box>1074 1681 1162 1706</box>
nuagaon-cell: ୨୩.୦୪.୧୩ <box>999 1606 1074 1631</box>
drda-th-nos: Nos. of G.P. <box>679 1589 778 1603</box>
ad-nuagaon-body: ଏତଦ୍ୱାରା ନୂଆଗାଁ ପଞ୍ଚାୟତ ସମିତି ଅନ୍ତର୍ଗତ ସମସ୍ତ ଜନସାଧାରଣଙ୍କ ନିମନ୍ତେ ଜଣାଇ ଦିଆଯାଉଛି ଯେ, ବିଗତ ୨୦୧୨-୧୩ ଆର୍ଥିକ ବର୍ଷରେ ହୋଇଥିବା ମହାତ୍ମାଗାନ୍ଧୀ ଜାତୀୟ ଗ୍ରାମୀଣ ନିଶ୍ଚିତ କର୍ମନିଯୁକ୍ତି ଯୋଜନାରେ କାର୍ଯ୍ୟକାରୀ ହୋଇଥିବା କାର୍ଯ୍ୟର ସାମାଜିକ ସମୀକ୍ଷା ଗ୍ରାମସଭା ନିମ୍ନଲିଖିତ ସୂଚୀ ଅନୁଯାୟୀ ଅନୁଷ୍ଠିତ ହେବ । <box>951 1468 1485 1507</box>
nuagaon-row <box>952 1856 1485 1881</box>
drda-gp-cell: Gumma <box>597 1603 680 1617</box>
ad-kerimira-date: ତାରିଖ : ୧୮।୦୪।୨୦୧୩ <box>455 1471 547 1482</box>
nuagaon-cell: ୯.୦୦ <box>1162 1781 1202 1806</box>
nuagaon-cell: ୨୨.୦୪.୧୩ <box>999 1581 1074 1606</box>
kerimira-cell: ୦୨।୦୫।୨୦୧୩ <box>127 2075 189 2140</box>
rayagada-cell: ୬ <box>14 1170 53 1181</box>
kerimira-header-0: କ୍ର.ସଂ <box>14 1595 47 1620</box>
col4-story-2: ଢେଙ୍କାନାଳ ଅଫିସ,୨୦।୪- ଢେଙ୍କାନାଳ ସଦର ବ୍ଲକ କାଇମାଟି ଗ୍ରାମରେ ୭ମ ବାର୍ଷିକ ଶ୍ରୀରାମ ମହୋତ୍ସବ ପାଳିତ ହୋଇଛି । ମହିଳାମାନେ କଳସ ଯାତ୍ରାରେ ଭାଗ ନେଇଥିଲେ । ରାମନବମୀ ସମିତି ତରଫରୁ ସାଂସ୍କୃତିକ କାର୍ଯ୍ୟକ୍ରମ ଆୟୋଜିତ ହୋଇଥିଲା । <box>1128 735 1490 797</box>
ad-nuagaon <box>944 1414 1492 2304</box>
ad-rayagada-sign: ସ୍ୱା/- ଗୋଷ୍ଠୀ ଉନ୍ନୟନ ଅଧିକାରୀ, ରାୟଗଡ଼, ଗଜପତି <box>332 1328 545 1339</box>
column-3 <box>946 34 1114 924</box>
ad-kerimira-notice-no: ବିଜ୍ଞପ୍ତି ସଂଖ୍ୟା-୫୫୨ <box>13 1471 93 1482</box>
nuagaon-cell: ରାଇକିଆ <box>1074 2006 1162 2031</box>
drda-th-block: Name of the Block <box>597 1564 680 1603</box>
nuagaon-cell: ସନ୍ତୋଷ କୁମାର ପାଣିଗ୍ରାହୀ, ଏ.ଇ <box>1202 1881 1484 1906</box>
nuagaon-cell: ୧୮ <box>952 1981 1000 2006</box>
nuagaon-note-item: ୫.MGNREGA ଗାଇଡଲାଇନ ଅନୁଯାୟୀ ସମସ୍ତ ତଥ୍ୟ ଯାଞ୍ଚ କରାଯିବ । <box>951 2126 1208 2137</box>
drda-gp-cell: Tumulo, Jeeba <box>778 1603 931 1617</box>
nuagaon-cell: ୯.୦୦ <box>1162 1706 1202 1731</box>
rayagada-cell: ଶ୍ରୀ ଗୋପୀକାନ୍ତ ବେହେରା, ଗୋ.ପି <box>228 1225 437 1236</box>
kerimira-row <box>14 1685 547 1750</box>
ad-rayagada <box>6 932 554 1419</box>
ad-otelp-unit: PROGRAMME SUPPORT UNIT <box>1177 1055 1323 1066</box>
rayagada-cell: ଶ୍ରୀ କୈଳାସ ଚନ୍ଦ୍ର ସାହୁ <box>228 1291 437 1302</box>
kerimira-cell: ପୂର୍ବାହ୍ନ <box>266 1620 302 1685</box>
kerimira-cell: ନଳ୍ପାଲି <box>47 2075 127 2140</box>
nuagaon-row <box>952 1581 1485 1606</box>
ad-drda-sign-1: Sd/- Collector-cum-CEO <box>801 2007 927 2019</box>
ramcharit-headline-2: ପାରାୟଣ ଉଦ୍‌ଘାଟିତ <box>618 638 878 679</box>
drda-th-group: No. and Name of the Gram Panchayats where Multi Purpose Assistant (GRS) will be engaged <box>679 1564 930 1589</box>
drda-th-gps: Name of the G.Ps <box>778 1589 931 1603</box>
nuagaon-cell: ୯ <box>952 1756 1000 1781</box>
kerimira-cell: ଗ୍ରା.ପ. କାର୍ଯ୍ୟାଳୟ <box>189 1815 266 1880</box>
main-story-part-2: ୨୦୧୨ରେ ଗୋଟିଏ ରାତିରେ ନାରାୟଣ ଓ ତାଙ୍କ ପତ୍ନୀ ମଞ୍ଜୁଲତାଙ୍କୁ ନିଜ ଘରେ ହତ୍ୟା କରାଯାଇଥିଲା । ପରଦିନ ସକାଳେ ଗାଁ ଲୋକେ ଘଟଣା ଜାଣିବା ପରେ ପୋଲିସକୁ ଖବର ଦେଇଥିଲେ । ପୋଲିସ ଘଟଣାସ୍ଥଳରେ ପହଞ୍ଚି ମୃତଦେହ ଜବତ କରିଥିଲା । <box>380 341 520 466</box>
rayagada-cell: ପ୍ରଦୀପ୍ତ ନାଥ ମିଶ୍ର <box>437 1269 546 1280</box>
col3-headline-3: ଆରାହାନିଳରେ ବାସନ୍ତିକ ଦୁର୍ଗାପୂଜା <box>946 678 1077 711</box>
rayagada-row <box>14 1280 547 1291</box>
ad-okcl-sd: Sd/- <box>858 1159 877 1170</box>
ad-nuagaon-title: ପଞ୍ଚାୟତ ସମିତି କାର୍ଯ୍ୟାଳୟ, ନୂଆଗାଁ <box>1040 1419 1396 1449</box>
nuagaon-cell: ୧୪ <box>952 1881 1000 1906</box>
couple-photo-caption: ମୃତ ନାରାୟଣ ଏବଂ ମଞ୍ଜୁଲତା <box>380 323 490 334</box>
kerimira-header-3: ସ୍ଥାନ <box>189 1595 266 1620</box>
rayagada-cell: ଶ୍ରୀ ସତ୍ୟ ନାରାୟଣ ଦାସ <box>228 1203 437 1214</box>
drda-gp-cell: Kharada <box>778 1631 931 1645</box>
kerimira-cell: ଅତିରିକ୍ତ କାର୍ଯ୍ୟକାରୀ ଅଧିକାରୀ, ଗ୍ରାମ ରୋଜଗାର ସେବକ <box>302 1685 547 1750</box>
rayagada-cell: ଗାରାଞ୍ଜୁ <box>53 1225 155 1236</box>
nuagaon-cell: ୭ <box>952 1706 1000 1731</box>
drda-gp-cell: Kashinagar <box>597 1631 680 1645</box>
ramcharit-text-1: ହିନ୍ଦୋଳ,୨୦।୪(ବି.ଏନ୍.ଏ)- ଢେଙ୍କାନାଳ ଜିଲା ହିନ୍ଦୋଳ ସହରର ମହାବୀର ମନ୍ଦିରରେ ଶ୍ରୀରାମଚରିତ ମାନସ ପାରାୟଣ ମହାଯଜ୍ଞ ଉଦ୍‌ଘାଟିତ ହୋଇଛି । ଏଥିରେ ମୁଖ୍ୟଅତିଥି ଭାବେ ଉପଜିଲାପାଳ ଯୋଗ ଦେଇଥିଲେ । <box>560 693 680 834</box>
rayagada-cell: ଶ୍ରୀ ରମେଶ ଚନ୍ଦ୍ର ପାତ୍ର <box>228 1159 437 1170</box>
col3-story-1: ଢାଳବେର,୨୦।୪(ବି.ସୃ.)- ଢାଳବେର ବ୍ଲକ ଡାଳଡେ ଗ୍ରାମରେ ମା ତାରିଣୀଙ୍କ ଚଇତି ପର୍ବ ପାଳିତ ହୋଇଛି । ଏଥିରେ ଅନେକ ଭକ୍ତ ଯୋଗ ଦେଇଥିଲେ । ସାଂସ୍କୃତିକ କାର୍ଯ୍ୟକ୍ରମ ଅନୁଷ୍ଠିତ ହୋଇଥିଲା । <box>946 56 1114 150</box>
